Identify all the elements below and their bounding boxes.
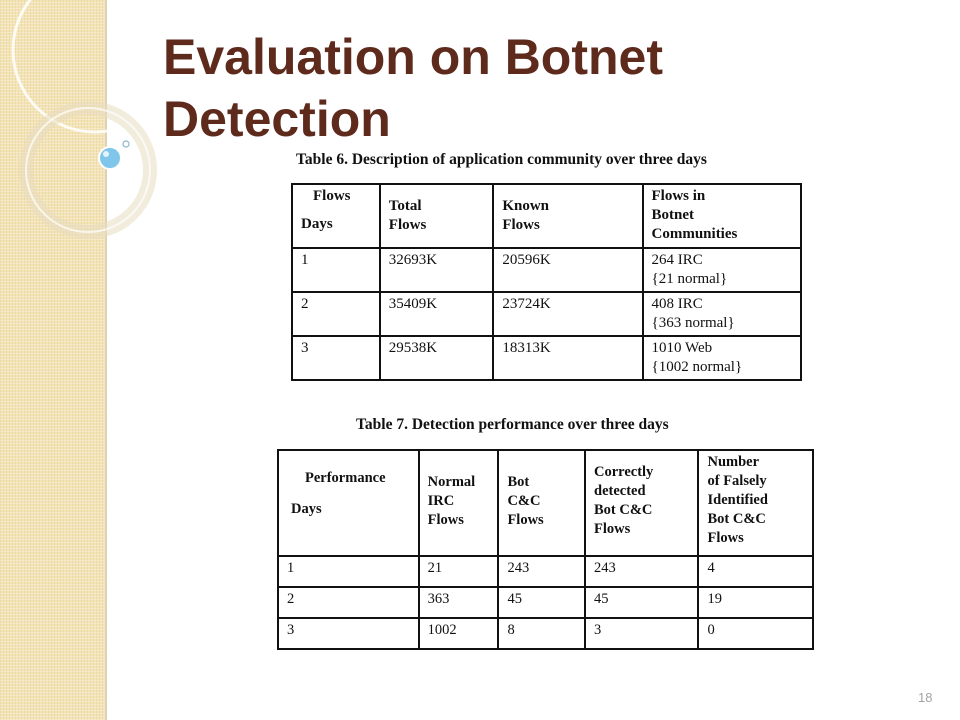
cell-day: 3	[278, 618, 419, 649]
cell-day: 2	[292, 292, 380, 336]
header-falsely-identified: Number of Falsely Identified Bot C&C Flows	[698, 450, 813, 556]
table-row	[292, 248, 801, 292]
cell-false: 0	[698, 618, 813, 649]
table-row	[292, 336, 801, 380]
cell-normal-irc: 21	[419, 556, 499, 587]
table-row	[278, 556, 813, 587]
cell-botnet: 408 IRC {363 normal}	[643, 292, 801, 336]
table-header-row	[292, 184, 801, 248]
cell-false: 4	[698, 556, 813, 587]
cell-correct: 243	[585, 556, 698, 587]
header-bot-cc-flows: Bot C&C Flows	[498, 450, 585, 556]
cell-correct: 45	[585, 587, 698, 618]
cell-day: 1	[278, 556, 419, 587]
cell-day: 1	[292, 248, 380, 292]
table-row	[278, 587, 813, 618]
slide-title: Evaluation on Botnet Detection	[163, 29, 663, 147]
table-header-row	[278, 450, 813, 556]
cell-botnet: 1010 Web {1002 normal}	[643, 336, 801, 380]
cell-total: 35409K	[380, 292, 494, 336]
header-known-flows: Known Flows	[493, 184, 642, 248]
cell-day: 2	[278, 587, 419, 618]
header-flows-days: Flows Days	[292, 184, 380, 248]
cell-known: 18313K	[493, 336, 642, 380]
header-correctly-detected: Correctly detected Bot C&C Flows	[585, 450, 698, 556]
table6-application-community	[291, 183, 802, 381]
table7-detection-performance	[277, 449, 814, 650]
header-performance-days: Performance Days	[278, 450, 419, 556]
cell-day: 3	[292, 336, 380, 380]
sidebar-texture	[0, 0, 107, 720]
page-number: 18	[918, 690, 933, 705]
cell-known: 23724K	[493, 292, 642, 336]
cell-botnet: 264 IRC {21 normal}	[643, 248, 801, 292]
cell-correct: 3	[585, 618, 698, 649]
table6-caption: Table 6. Description of application community over three days	[296, 151, 707, 168]
cell-false: 19	[698, 587, 813, 618]
cell-normal-irc: 1002	[419, 618, 499, 649]
cell-normal-irc: 363	[419, 587, 499, 618]
cell-total: 32693K	[380, 248, 494, 292]
header-total-flows: Total Flows	[380, 184, 494, 248]
table-row	[292, 292, 801, 336]
table-row	[278, 618, 813, 649]
cell-known: 20596K	[493, 248, 642, 292]
header-normal-irc-flows: Normal IRC Flows	[419, 450, 499, 556]
cell-bot-cc: 45	[498, 587, 585, 618]
cell-bot-cc: 8	[498, 618, 585, 649]
small-bubble-icon	[123, 141, 129, 147]
table7-caption: Table 7. Detection performance over three days	[356, 416, 669, 433]
header-botnet-flows: Flows in Botnet Communities	[643, 184, 801, 248]
cell-bot-cc: 243	[498, 556, 585, 587]
cell-total: 29538K	[380, 336, 494, 380]
